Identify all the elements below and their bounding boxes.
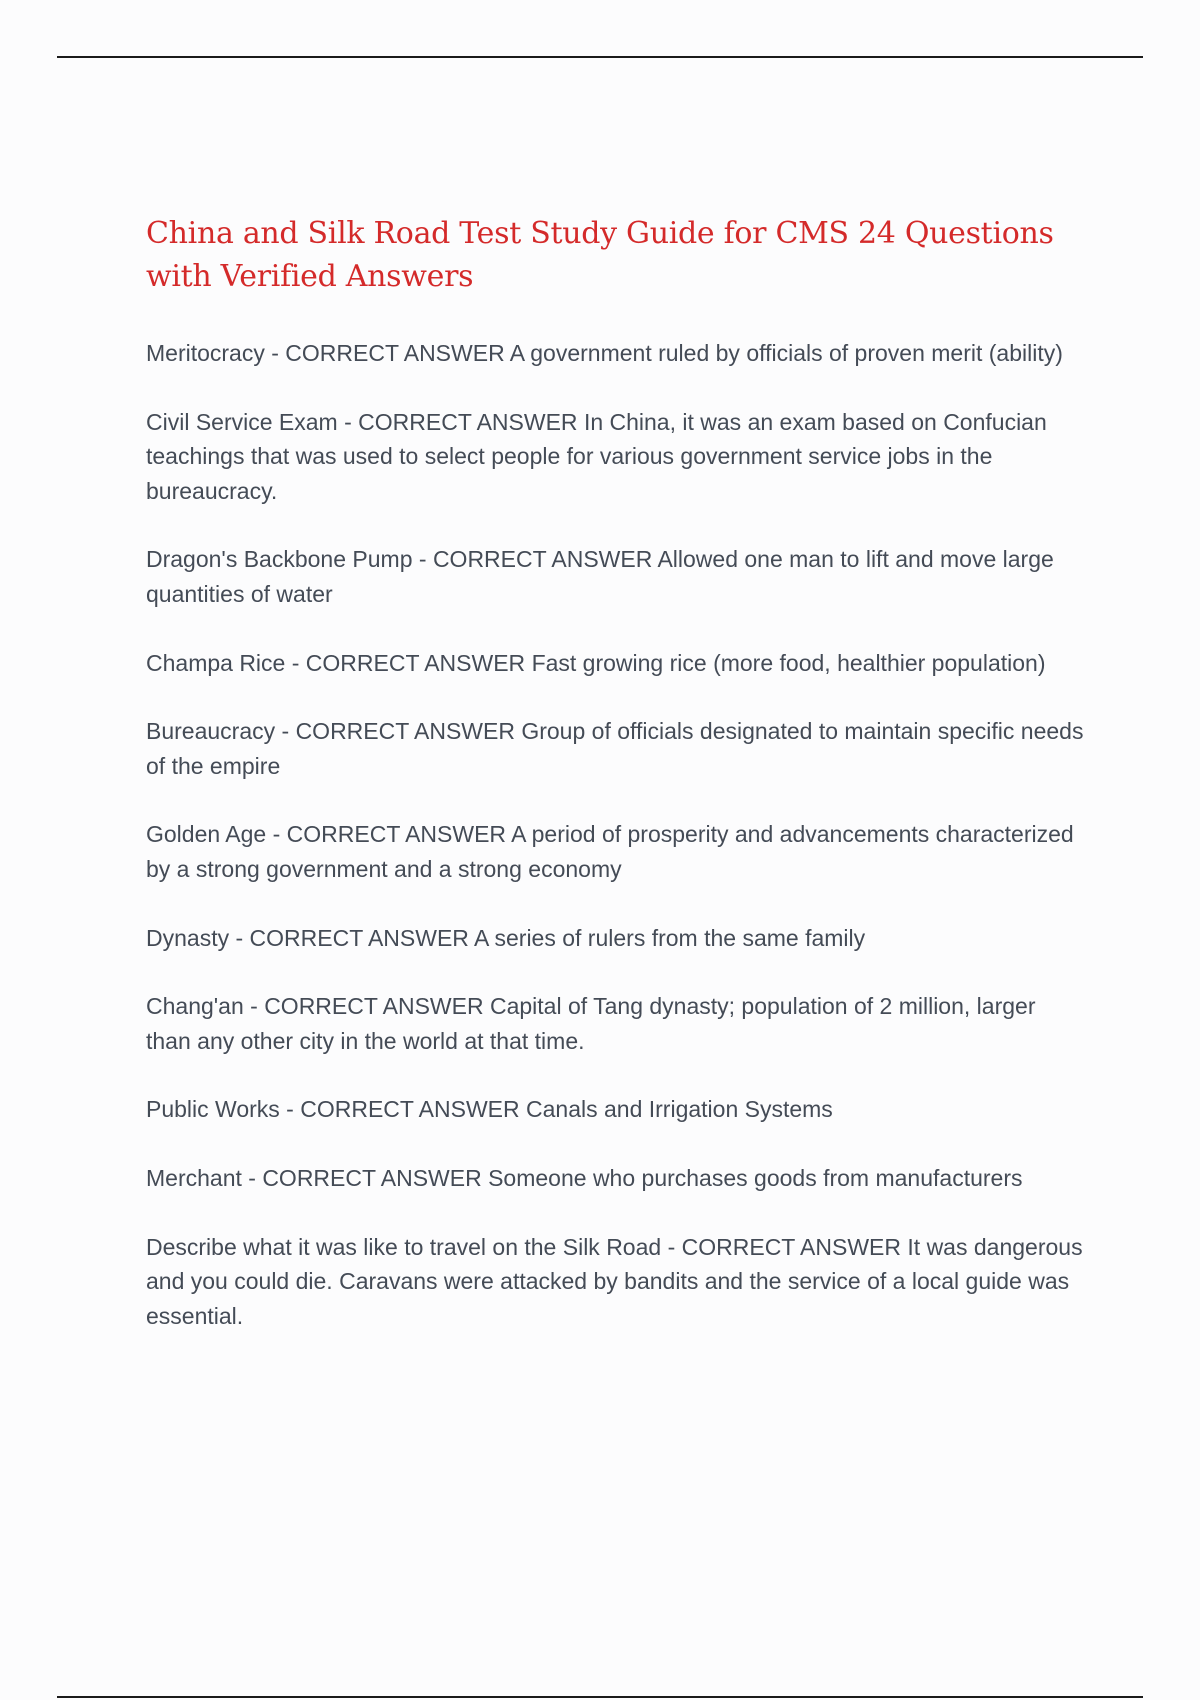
qa-term: Champa Rice xyxy=(146,649,286,676)
qa-item xyxy=(146,336,1086,371)
qa-term: Meritocracy xyxy=(146,340,265,366)
qa-answer: Allowed one man to lift and move large quantities of water xyxy=(146,546,1054,607)
qa-answer: Someone who purchases goods from manufacturers xyxy=(488,1164,1023,1191)
qa-answer: A government ruled by officials of proven merit (ability) xyxy=(509,340,1063,366)
qa-separator: - CORRECT ANSWER xyxy=(241,1164,489,1191)
qa-answer: It was dangerous and you could die. Caravans were attacked by bandits and the service of a local guide was essential. xyxy=(146,1233,1083,1329)
qa-term: Dragon's Backbone Pump xyxy=(146,546,413,573)
qa-answer: A series of rulers from the same family xyxy=(474,924,866,951)
qa-separator: - CORRECT ANSWER xyxy=(279,1096,526,1123)
qa-term: Golden Age xyxy=(146,821,267,848)
qa-separator: - CORRECT ANSWER xyxy=(661,1233,908,1260)
qa-answer: A period of prosperity and advancements characterized by a strong government and a strong economy xyxy=(146,821,1074,882)
qa-list xyxy=(146,336,1086,1367)
qa-item xyxy=(146,646,1086,681)
qa-item xyxy=(146,405,1086,509)
qa-item xyxy=(146,1230,1086,1334)
qa-term: Dynasty xyxy=(146,924,230,951)
header-rule xyxy=(57,56,1143,58)
qa-answer: Fast growing rice (more food, healthier population) xyxy=(531,649,1046,676)
qa-separator: - CORRECT ANSWER xyxy=(243,993,490,1020)
qa-term: Bureaucracy xyxy=(146,718,276,745)
qa-item xyxy=(146,714,1086,783)
qa-item xyxy=(146,921,1086,956)
qa-item xyxy=(146,1092,1086,1127)
qa-item xyxy=(146,542,1086,611)
qa-answer: In China, it was an exam based on Confucian teachings that was used to select people for various government service jobs in the bureaucracy. xyxy=(146,408,1047,504)
footer-rule xyxy=(57,1696,1143,1698)
qa-item xyxy=(146,817,1086,886)
document-title: China and Silk Road Test Study Guide for CMS 24 Questions with Verified Answers xyxy=(146,216,1054,294)
qa-term: Public Works xyxy=(146,1096,280,1123)
qa-term: Chang'an xyxy=(146,993,244,1020)
qa-separator: - CORRECT ANSWER xyxy=(275,718,522,745)
qa-term: Civil Service Exam xyxy=(146,408,338,435)
qa-separator: - CORRECT ANSWER xyxy=(266,821,512,848)
qa-term: Merchant xyxy=(146,1164,242,1191)
qa-separator: - CORRECT ANSWER xyxy=(229,924,475,951)
qa-answer: Group of officials designated to maintain specific needs of the empire xyxy=(146,718,1084,779)
qa-separator: - CORRECT ANSWER xyxy=(412,546,658,573)
qa-answer: Canals and Irrigation Systems xyxy=(526,1096,833,1123)
qa-item xyxy=(146,1161,1086,1196)
qa-term: Describe what it was like to travel on the Silk Road xyxy=(146,1233,662,1260)
qa-separator: - CORRECT ANSWER xyxy=(337,408,584,435)
qa-answer: Capital of Tang dynasty; population of 2 million, larger than any other city in the world at that time. xyxy=(146,993,1036,1054)
qa-item xyxy=(146,989,1086,1058)
qa-separator: - CORRECT ANSWER xyxy=(285,649,532,676)
qa-separator: - CORRECT ANSWER xyxy=(264,340,510,366)
